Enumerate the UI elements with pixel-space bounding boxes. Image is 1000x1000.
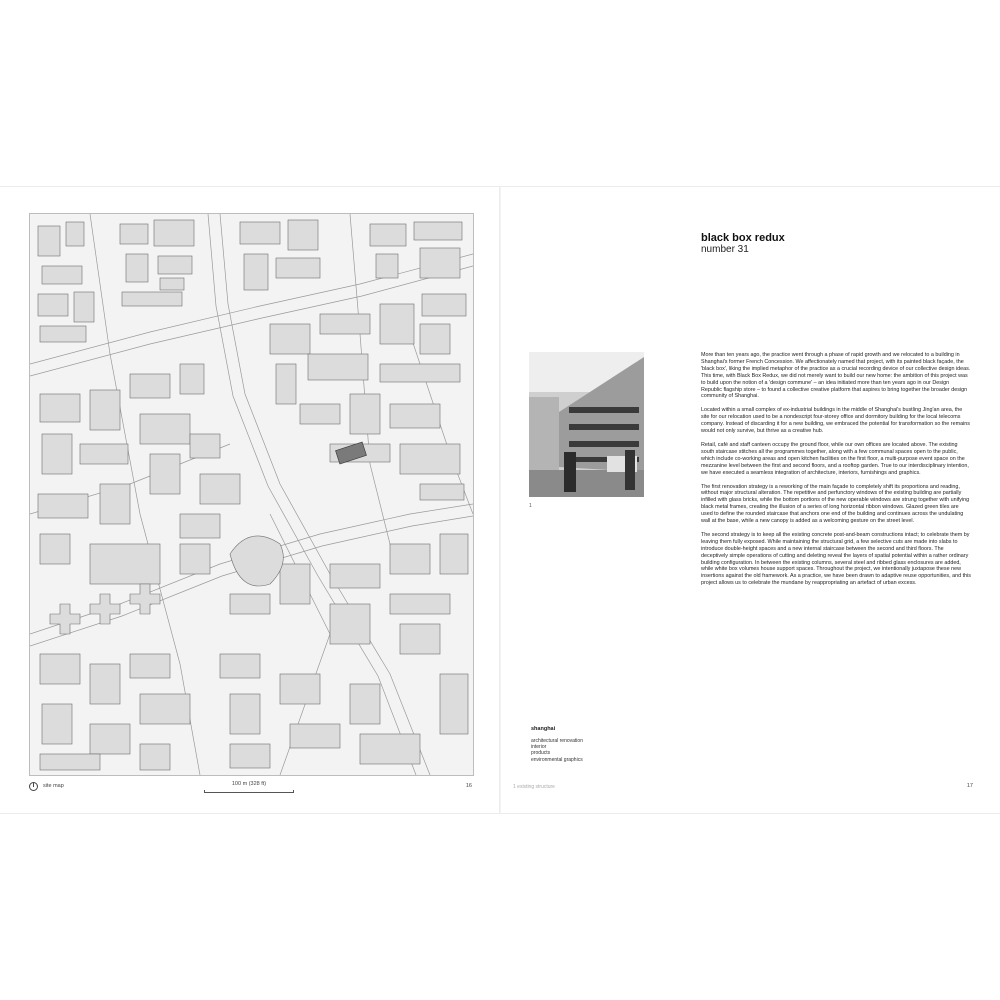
site-map-drawing [30,214,473,775]
scale-bar-line [204,790,294,793]
footer-caption: 1 existing structure [513,784,555,790]
paragraph: The second strategy is to keep all the existing concrete post-and-beam constructions intact; to celebrate them by leaving them fully exposed. While maintaining the structural grid, a few selective cuts are made into slabs to introduce double-height spaces and a new internal staircase between the second and third floors. The deceptively simple operations of cutting and deleting reveal the layers of spatial potential within a rather ordinary building configuration. In between the existing columns, several steel and ribbed glass enclosures are added, while white box volumes house support spaces. Throughout the project, we intentionally juxtapose these new insertions against the old framework. As a practice, we have been drawn to adaptive reuse opportunities, and this project allows us to celebrate the mundane by reappropriating an artefact of urban excess. [701,531,971,587]
existing-structure-photo [529,352,644,497]
paragraph: The first renovation strategy is a reworking of the main façade to completely shift its proportions and reading, without major structural alteration. The repetitive and perfunctory windows of the existing building are partially infilled with glass bricks, while the bottom portions of the new operable windows are strung together with unifying black metal frames, creating the illusion of a series of long horizontal ribbon windows. Glazed green tiles are used to define the rounded staircase that anchors one end of the building and continues across the undulating wall at the base, while a new canopy is added as a welcoming gesture on the street level. [701,483,970,525]
right-page [501,187,1000,813]
paragraph: Located within a small complex of ex-industrial buildings in the middle of Shanghai's bustling Jing'an area, the site for our relocation used to be a nondescript four-storey office and dormitory building for the local telecoms company. Instead of discarding it for a new building, we embraced the potential for transformation so the remains would not only survive, but thrive as a creative hub. [701,407,970,435]
scale-label: 100 m (328 ft) [231,781,267,787]
discipline-item: interior [531,744,547,751]
paragraph: Retail, café and staff canteen occupy the ground floor, while our own offices are located above. The existing south staircase stitches all the programmes together, along with a few communal spaces open to the public, which include co-working areas and open kitchen facilities on the first floor, a multi-purpose event space on the mezzanine level between the first and second floors, and a rooftop garden. True to our interdisciplinary intention, we have executed a seamless integration of architecture, interiors, furnishings and graphics. [701,441,969,476]
page-number-right: 17 [966,783,973,789]
project-title: black box redux [701,232,785,244]
project-city: shanghai [531,726,556,732]
map-caption: site map [43,783,64,789]
left-page [0,187,499,813]
discipline-item: environmental graphics [531,756,583,763]
body-text [701,352,971,594]
page-number-left: 16 [465,783,472,789]
photo-caption: 1 [529,503,532,509]
site-map [29,213,474,776]
discipline-list [531,738,583,763]
scale-bar [204,781,294,787]
map-caption-bar [29,781,472,797]
discipline-item: architectural renovation [531,738,583,744]
discipline-item: products [531,750,551,757]
paragraph: More than ten years ago, the practice went through a phase of rapid growth and we relocated to a building in Shanghai's former French Concession. We affectionately named that project, with its painted black façade, the 'black box', liking the implied metaphor of the practice as a crucial recording device of our collective design ideas. This time, with Black Box Redux, we did not merely want to build our new home: the ambition of this project was to build upon the notion of a 'design commune' – an idea initiated more than ten years ago in our Design Republic flagship store – to found a collective creative platform that aspires to bring together the broader design community of Shanghai. [701,352,971,400]
north-arrow-icon [29,782,38,791]
project-number: number 31 [701,244,749,255]
photo-drawing [529,352,644,497]
book-spread [0,186,1000,814]
